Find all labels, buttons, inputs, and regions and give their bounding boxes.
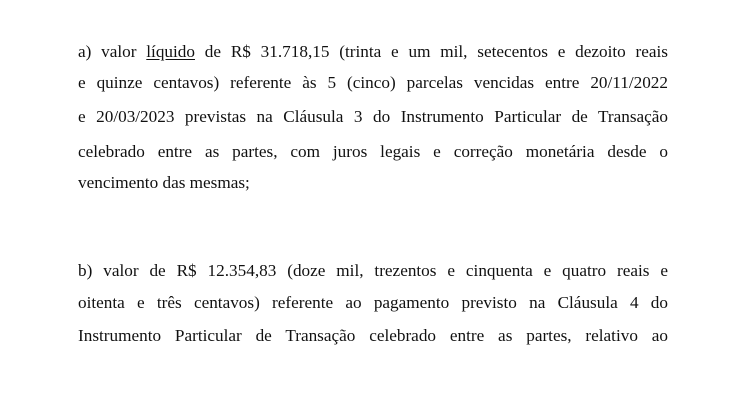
item-a-line-1-post: de R$ 31.718,15 (trinta e um mil, setecentos e dezoito reais [194, 42, 668, 61]
item-a-line-1-pre: a) valor [78, 42, 147, 61]
item-a-line-1 [78, 41, 668, 63]
item-b-line-1: b) valor de R$ 12.354,83 (doze mil, trezentos e cinquenta e quatro reais e [78, 261, 668, 280]
item-a-line-3: e 20/03/2023 previstas na Cláusula 3 do Instrumento Particular de Transação [78, 107, 668, 126]
item-a-line-4: celebrado entre as partes, com juros legais e correção monetária desde o [78, 142, 668, 161]
item-a-line-2: e quinze centavos) referente às 5 (cinco) parcelas vencidas entre 20/11/2022 [78, 73, 668, 92]
item-a-line-5: vencimento das mesmas; [78, 173, 250, 192]
item-a-underlined-word: líquido [146, 42, 195, 61]
item-b-line-3: Instrumento Particular de Transação celebrado entre as partes, relativo ao [78, 326, 668, 345]
item-b-line-2: oitenta e três centavos) referente ao pagamento previsto na Cláusula 4 do [78, 293, 668, 312]
